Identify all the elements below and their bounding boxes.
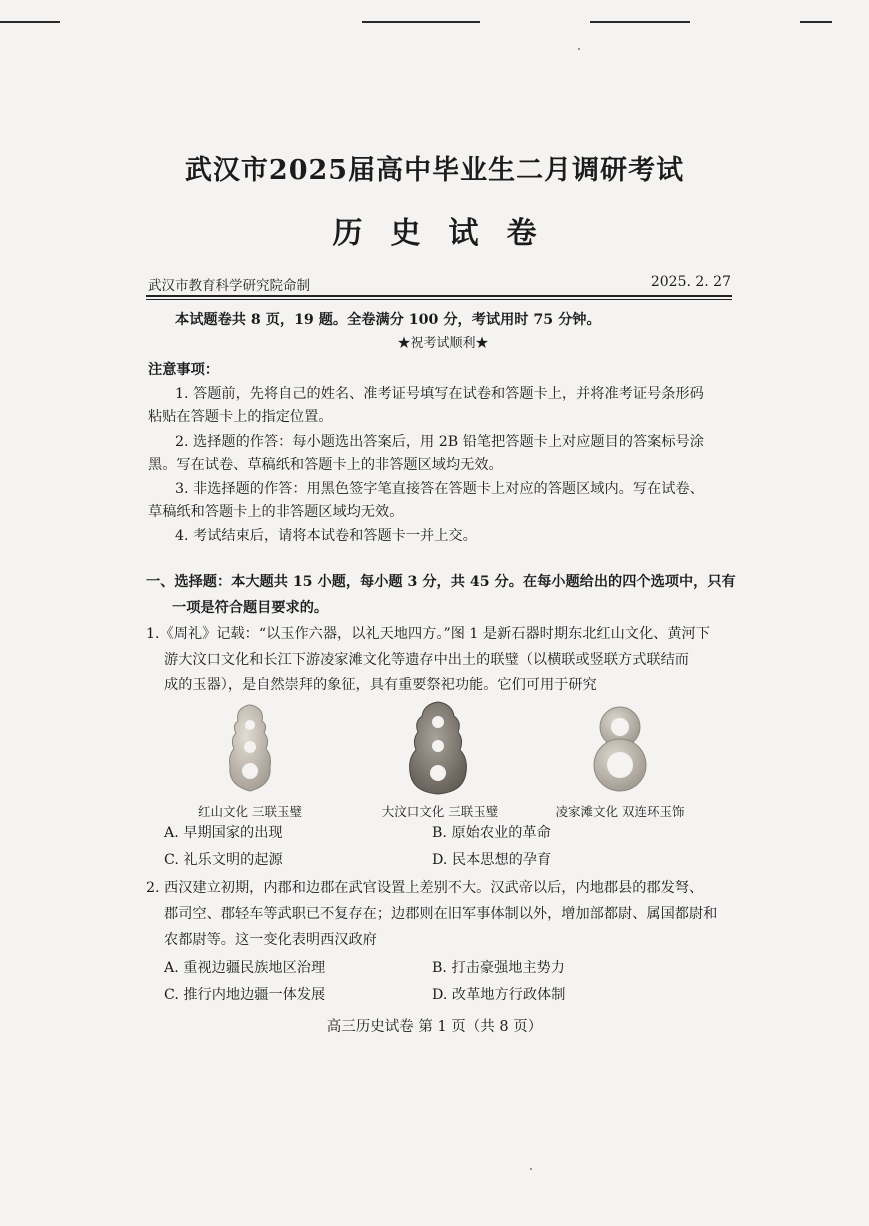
notice-line: 1. 答题前，先将自己的姓名、准考证号填写在试卷和答题卡上，并将准考证号条形码 [175,386,704,402]
q2-option-a: A. 重视边疆民族地区治理 [164,960,326,976]
section-heading-cont: 一项是符合题目要求的。 [172,600,329,616]
scan-mark [0,21,60,23]
dawenkou-jade-image [404,700,472,796]
notice-line: 黑。写在试卷、草稿纸和答题卡上的非答题区域均无效。 [148,457,503,473]
header-rule [146,295,732,297]
page-footer: 高三历史试卷 第 1 页（共 8 页） [326,1019,543,1035]
question-2-text: 农都尉等。这一变化表明西汉政府 [164,932,377,948]
exam-date: 2025. 2. 27 [650,274,731,290]
question-1-text: 游大汶口文化和长江下游凌家滩文化等遗存中出土的联璧（以横联或竖联方式联结而 [164,652,689,668]
exam-summary: 本试题卷共 8 页，19 题。全卷满分 100 分，考试用时 75 分钟。 [175,312,601,328]
scan-mark [362,21,480,23]
notice-line: 4. 考试结束后，请将本试卷和答题卡一并上交。 [175,528,477,544]
notice-line: 草稿纸和答题卡上的非答题区域均无效。 [148,504,404,520]
q1-option-d: D. 民本思想的孕育 [432,852,552,868]
notice-line: 粘贴在答题卡上的指定位置。 [148,409,333,425]
good-luck: ★祝考试顺利★ [397,336,489,351]
scan-mark [590,21,690,23]
notice-line: 2. 选择题的作答：每小题选出答案后，用 2B 铅笔把答题卡上对应题目的答案标号涂 [175,434,704,450]
scan-speck [578,48,580,50]
figure-caption-hongshan: 红山文化 三联玉璧 [198,804,302,819]
question-1-text: 成的玉器），是自然崇拜的象征，具有重要祭祀功能。它们可用于研究 [164,677,597,693]
q1-option-a: A. 早期国家的出现 [164,825,283,841]
subject-title: 历史试卷 [332,216,565,251]
figure-caption-lingjiatan: 凌家滩文化 双连环玉饰 [555,804,685,819]
q1-option-b: B. 原始农业的革命 [432,825,551,841]
issuer: 武汉市教育科学研究院命制 [148,278,310,294]
figure-caption-dawenkou: 大汶口文化 三联玉璧 [381,804,499,819]
question-2-text: 2. 西汉建立初期，内郡和边郡在武官设置上差别不大。汉武帝以后，内地郡县的郡发弩、 [146,880,704,896]
lingjiatan-jade-image [588,703,652,795]
notice-line: 3. 非选择题的作答：用黑色签字笔直接答在答题卡上对应的答题区域内。写在试卷、 [175,481,704,497]
section-heading: 一、选择题：本大题共 15 小题，每小题 3 分，共 45 分。在每小题给出的四个选项中，只有 [146,574,736,590]
question-2-text: 郡司空、郡轻车等武职已不复存在；边郡则在旧军事体制以外，增加部都尉、属国都尉和 [164,906,718,922]
q2-option-c: C. 推行内地边疆一体发展 [164,987,326,1003]
q2-option-d: D. 改革地方行政体制 [432,987,566,1003]
scan-mark [800,21,832,23]
notice-heading: 注意事项： [148,362,219,378]
header-rule-thin [146,299,732,300]
hongshan-jade-image [218,703,282,793]
exam-title: 武汉市2025届高中毕业生二月调研考试 [184,155,685,186]
q1-option-c: C. 礼乐文明的起源 [164,852,283,868]
scan-speck [530,1168,532,1170]
question-1-text: 1.《周礼》记载：“以玉作六器，以礼天地四方。”图 1 是新石器时期东北红山文化、黄河下 [146,626,710,642]
q2-option-b: B. 打击豪强地主势力 [432,960,565,976]
